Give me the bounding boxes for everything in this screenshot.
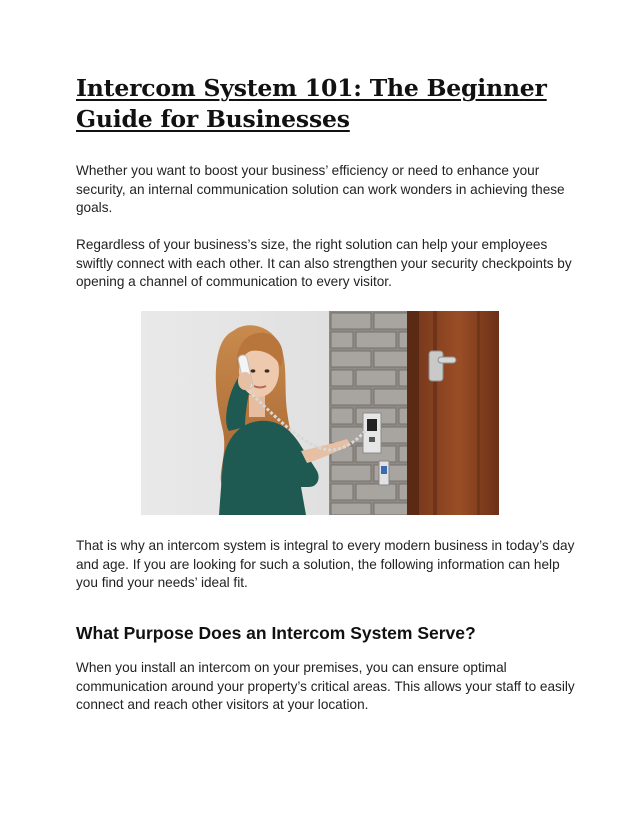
- page-title: Intercom System 101: The Beginner Guide for Businesses: [76, 74, 547, 133]
- woman-using-intercom-photo: [141, 311, 499, 515]
- intro-paragraph-1: Whether you want to boost your business’ efficiency or need to enhance your security, an internal communication solution can work wonders in achieving these goals.: [76, 163, 565, 216]
- body-paragraph-3: That is why an intercom system is integral to every modern business in today’s day and age. If you are looking for such a solution, the following information can help you find your needs’ ideal fit.: [76, 538, 575, 591]
- section-heading: What Purpose Does an Intercom System Serve?: [76, 623, 476, 643]
- intro-paragraph-2: Regardless of your business’s size, the right solution can help your employees swiftly connect with each other. It can also strengthen your security checkpoints by opening a channel of communication to every visitor.: [76, 237, 572, 290]
- section-paragraph: When you install an intercom on your premises, you can ensure optimal communication around your property’s critical areas. This allows your staff to easily connect and reach other visitors at your location.: [76, 660, 575, 713]
